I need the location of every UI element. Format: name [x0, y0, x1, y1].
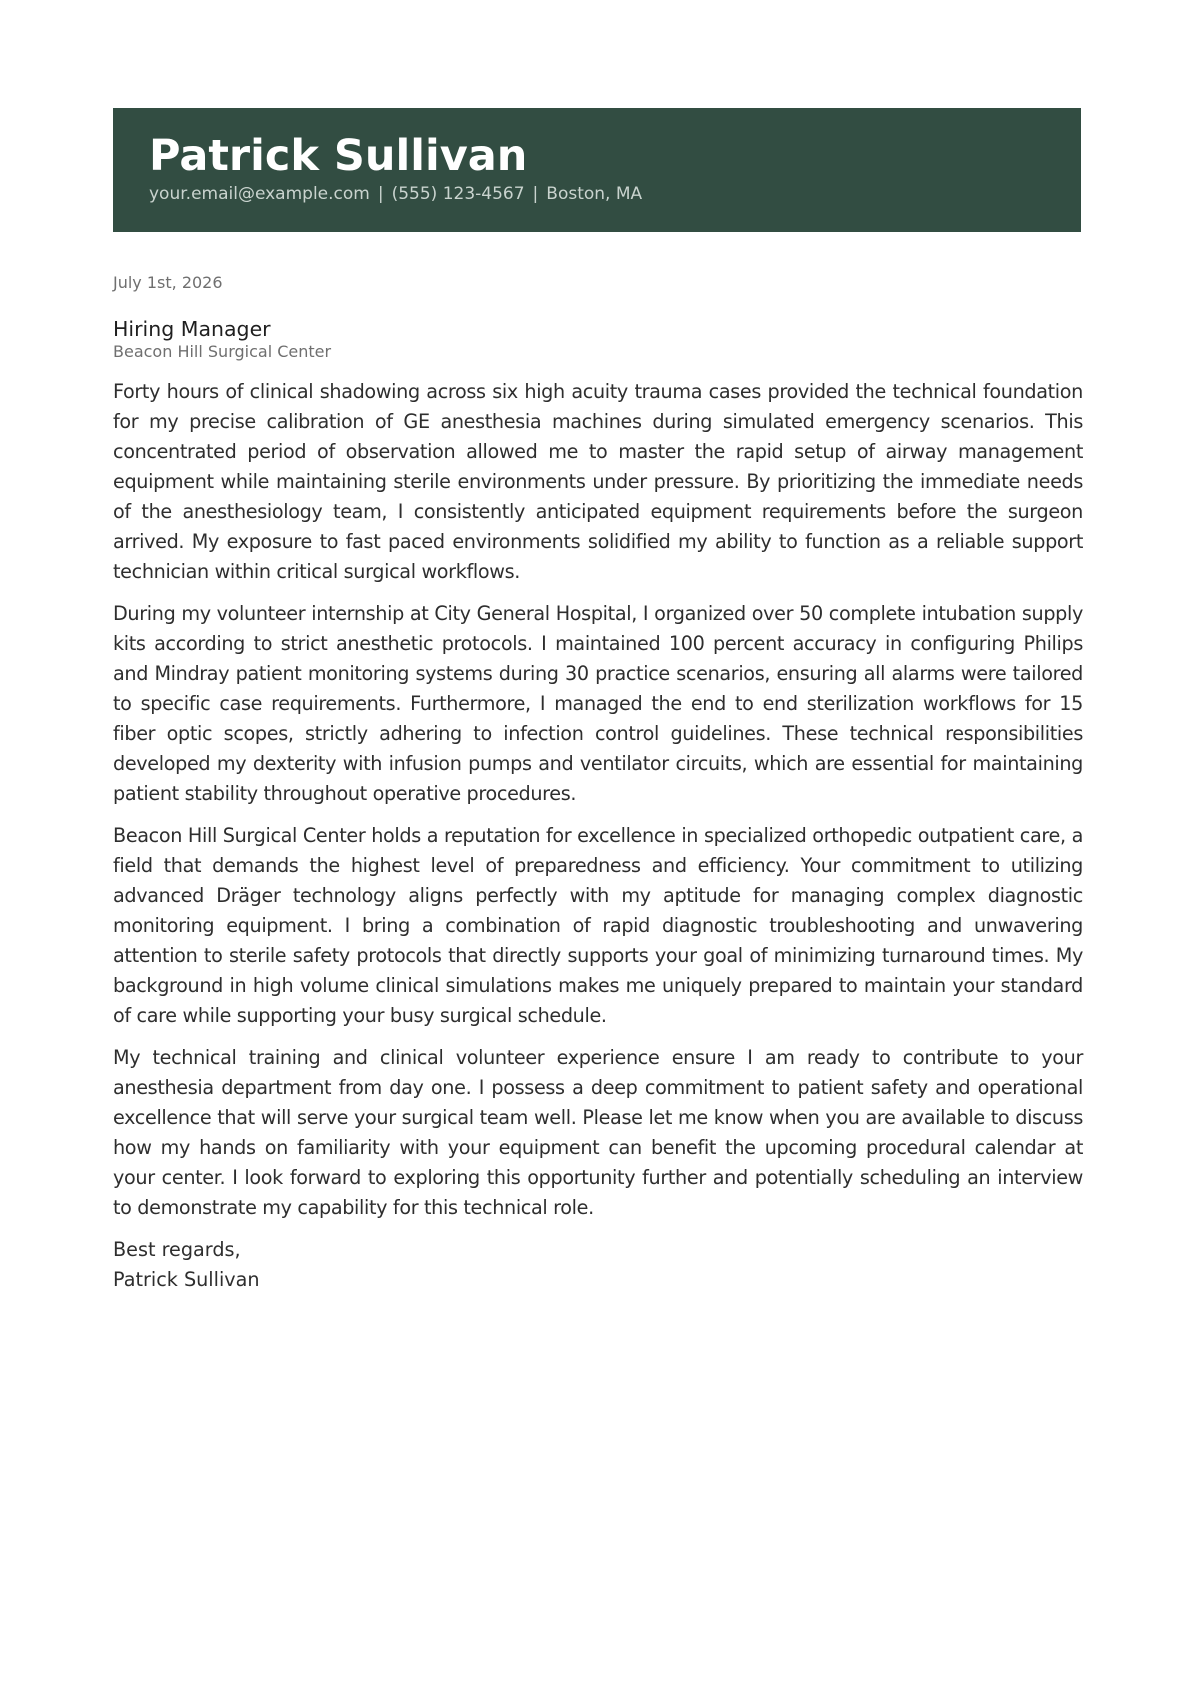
- email-text: your.email@example.com: [149, 184, 370, 204]
- recipient-organization: Beacon Hill Surgical Center: [113, 342, 332, 361]
- contact-separator: |: [532, 184, 539, 204]
- body-paragraph: Forty hours of clinical shadowing across six high acuity trauma cases provided the technical foundation for my precise calibration of GE anesthesia machines during simulated emergency scenarios. This concentrated period of observation allowed me to master the rapid setup of airway management equipment while maintaining sterile environments under pressure. By prioritizing the immediate needs of the anesthesiology team, I consistently anticipated equipment requirements before the surgeon arrived. My exposure to fast paced environments solidified my ability to function as a reliable support technician within critical surgical workflows.: [113, 380, 1083, 583]
- contact-line: [149, 183, 642, 205]
- recipient-title: Hiring Manager: [113, 317, 271, 341]
- phone-text: (555) 123-4567: [391, 184, 525, 204]
- letter-paragraphs: [113, 377, 1083, 1223]
- contact-separator: |: [377, 184, 384, 204]
- recipient-block: [113, 316, 1083, 362]
- signature-name: Patrick Sullivan: [113, 1268, 260, 1291]
- body-paragraph: Beacon Hill Surgical Center holds a reputation for excellence in specialized orthopedic outpatient care, a field that demands the highest level of preparedness and efficiency. Your commitment to utilizing advanced Dräger technology aligns perfectly with my aptitude for managing complex diagnostic monitoring equipment. I bring a combination of rapid diagnostic troubleshooting and unwavering attention to sterile safety protocols that directly supports your goal of minimizing turnaround times. My background in high volume clinical simulations makes me uniquely prepared to maintain your standard of care while supporting your busy surgical schedule.: [113, 824, 1083, 1027]
- location-text: Boston, MA: [546, 184, 643, 204]
- letter-body: [113, 272, 1083, 1295]
- closing-block: [113, 1235, 1083, 1295]
- applicant-name: Patrick Sullivan: [149, 131, 528, 181]
- closing-salutation: Best regards,: [113, 1238, 241, 1261]
- body-paragraph: My technical training and clinical volunteer experience ensure I am ready to contribute to your anesthesia department from day one. I possess a deep commitment to patient safety and operational excellence that will serve your surgical team well. Please let me know when you are available to discuss how my hands on familiarity with your equipment can benefit the upcoming procedural calendar at your center. I look forward to exploring this opportunity further and potentially scheduling an interview to demonstrate my capability for this technical role.: [113, 1046, 1083, 1219]
- body-paragraph: During my volunteer internship at City General Hospital, I organized over 50 complete intubation supply kits according to strict anesthetic protocols. I maintained 100 percent accuracy in configuring Philips and Mindray patient monitoring systems during 30 practice scenarios, ensuring all alarms were tailored to specific case requirements. Furthermore, I managed the end to end sterilization workflows for 15 fiber optic scopes, strictly adhering to infection control guidelines. These technical responsibilities developed my dexterity with infusion pumps and ventilator circuits, which are essential for maintaining patient stability throughout operative procedures.: [113, 602, 1083, 805]
- header-banner: [113, 108, 1081, 232]
- letter-date: July 1st, 2026: [113, 273, 223, 292]
